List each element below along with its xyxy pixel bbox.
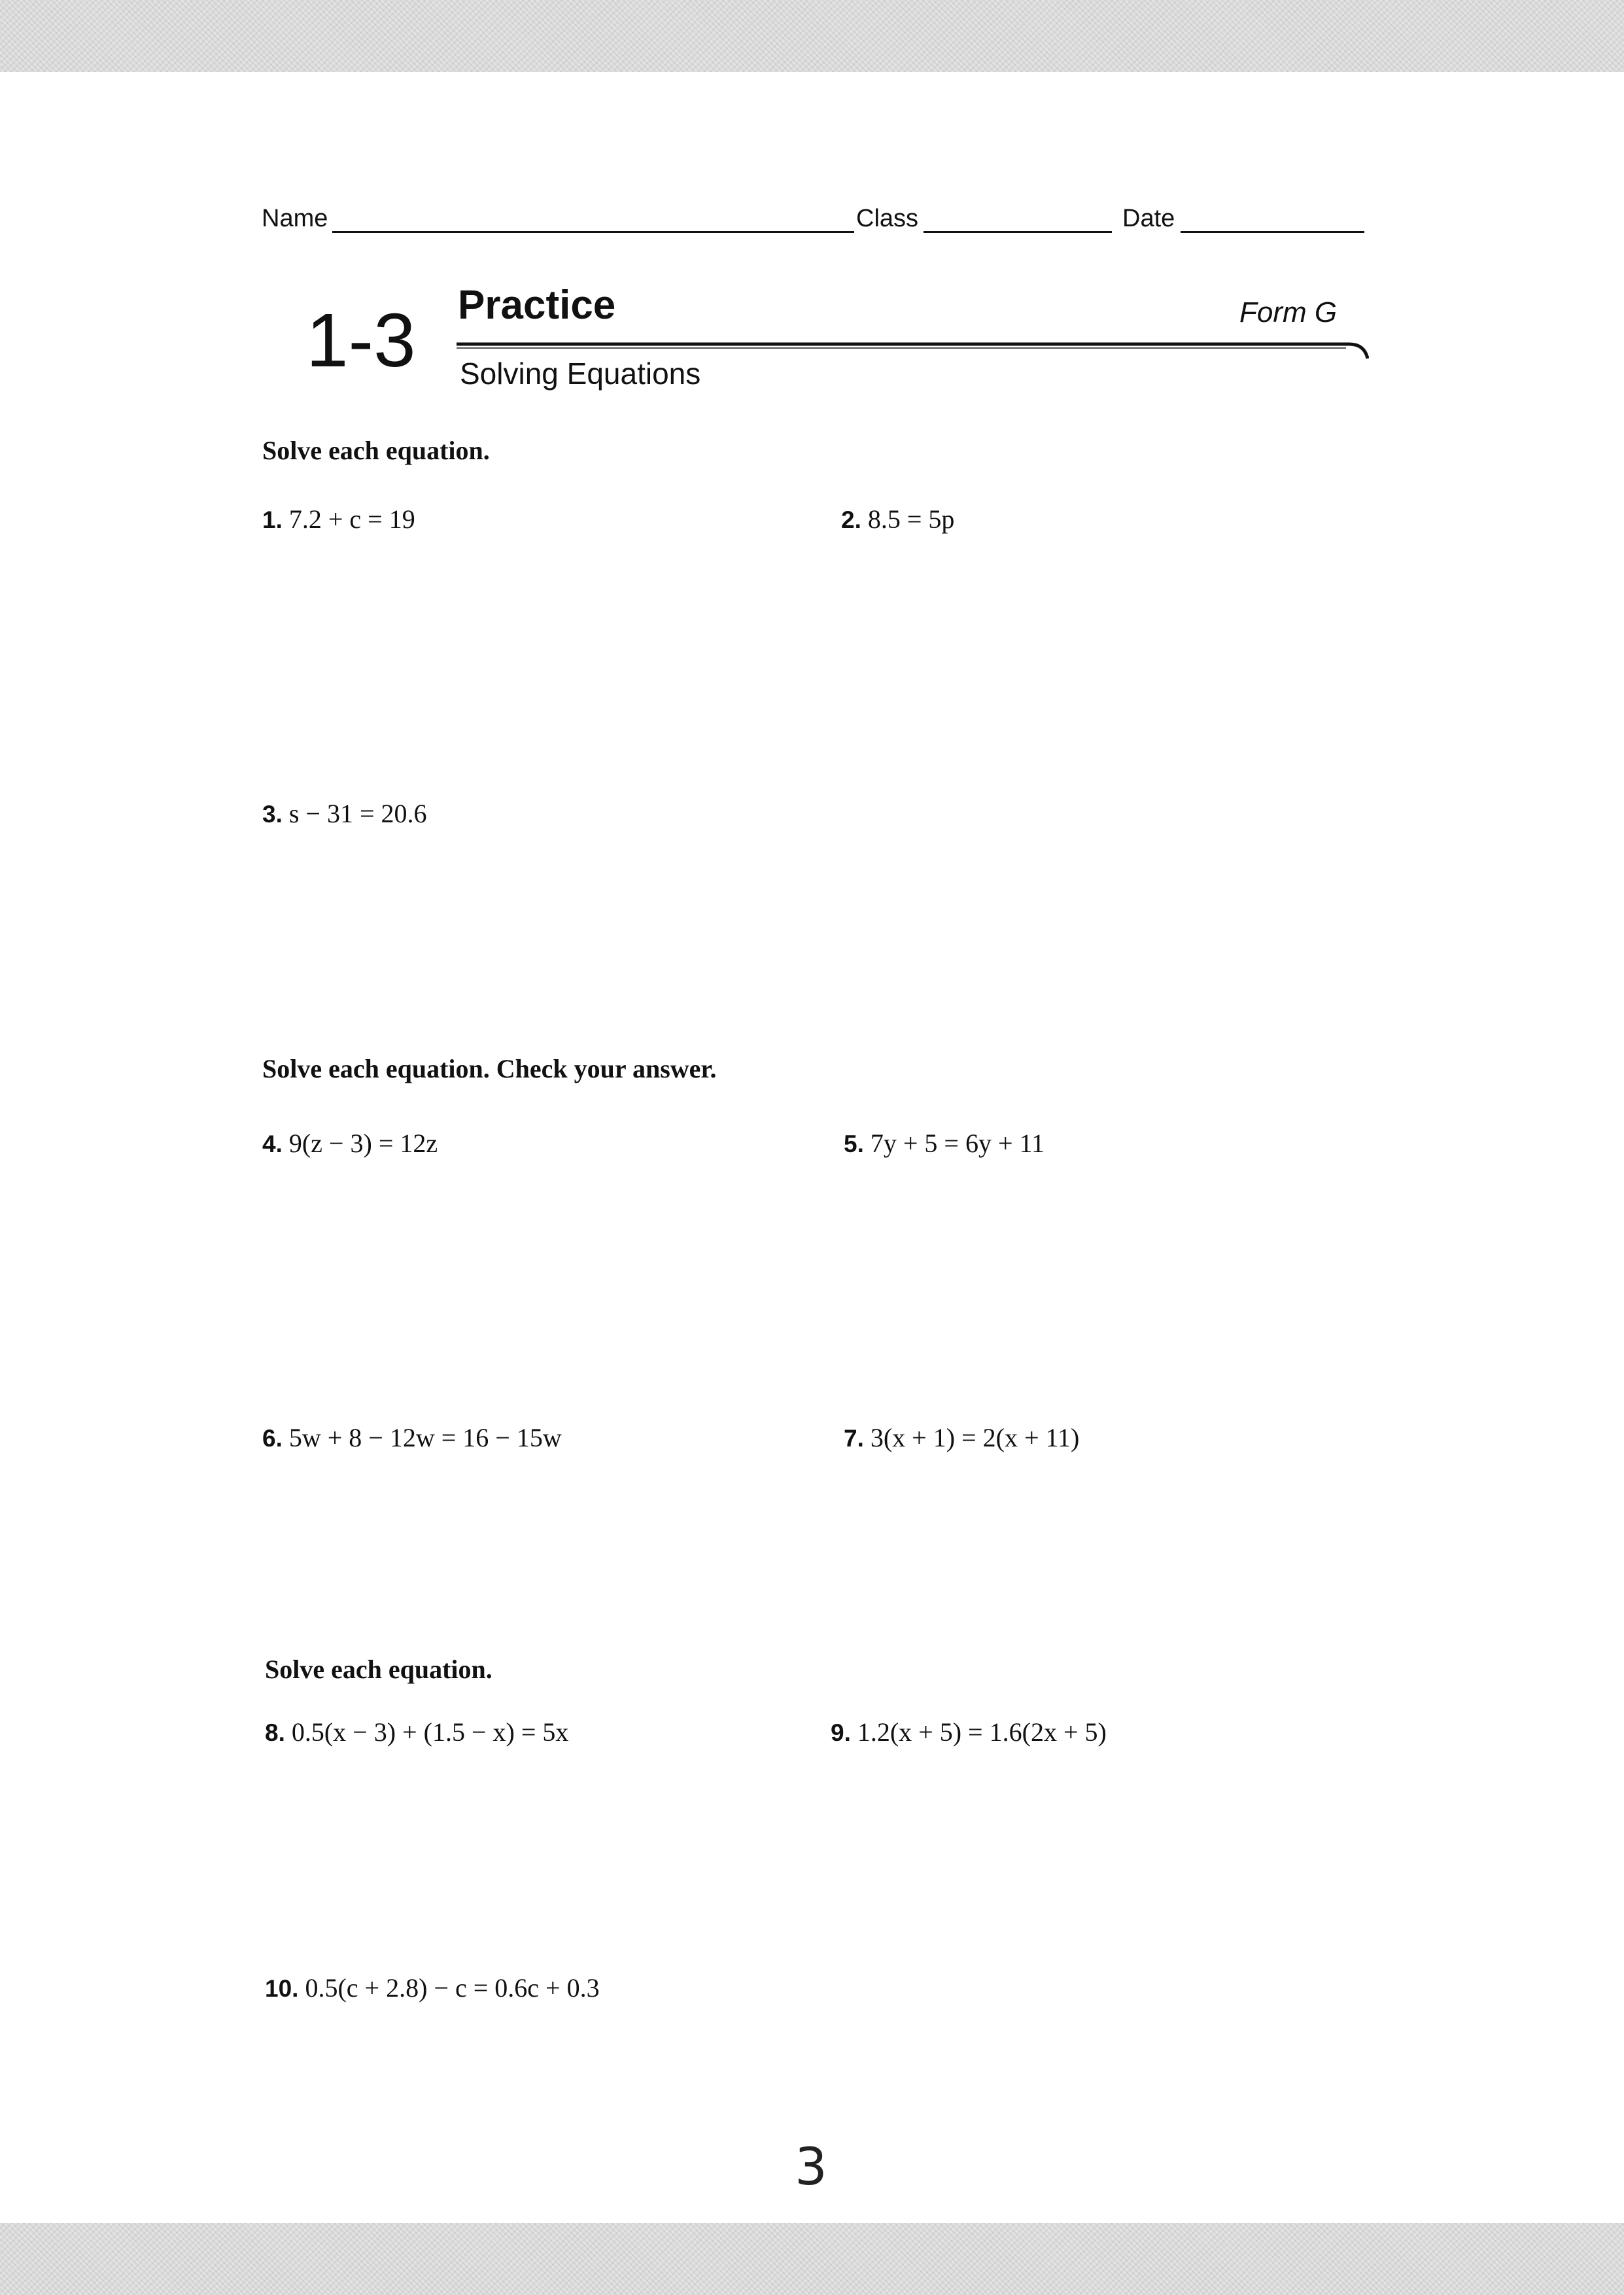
form-label: Form G [1239, 296, 1338, 328]
problem-3 [262, 798, 427, 830]
problem-equation: 0.5(c + 2.8) − c = 0.6c + 0.3 [305, 1973, 600, 2003]
scan-border-top [0, 0, 1624, 72]
problem-number: 10. [265, 1975, 299, 2002]
section-3-instruction: Solve each equation. [265, 1655, 492, 1684]
class-label: Class [856, 205, 919, 232]
problem-equation: 8.5 = 5p [867, 504, 955, 534]
problem-7 [844, 1422, 1079, 1454]
problem-number: 2. [841, 506, 861, 533]
problem-equation: 9(z − 3) = 12z [288, 1129, 438, 1158]
problem-equation: 0.5(x − 3) + (1.5 − x) = 5x [291, 1717, 569, 1747]
problem-equation: 7.2 + c = 19 [288, 504, 415, 534]
date-field[interactable] [1181, 231, 1364, 233]
problem-number: 3. [262, 801, 283, 828]
problem-1 [262, 504, 415, 536]
section-2-instruction: Solve each equation. Check your answer. [262, 1054, 717, 1083]
problem-number: 4. [262, 1130, 283, 1157]
problem-5 [844, 1128, 1045, 1160]
problem-equation: 3(x + 1) = 2(x + 11) [870, 1423, 1080, 1452]
problem-equation: 7y + 5 = 6y + 11 [870, 1129, 1045, 1158]
scan-border-bottom [0, 2223, 1624, 2295]
section-1-instruction: Solve each equation. [262, 436, 490, 465]
problem-number: 5. [844, 1130, 864, 1157]
problem-6 [262, 1422, 562, 1454]
name-field[interactable] [332, 231, 854, 233]
problem-9 [831, 1717, 1107, 1749]
problem-2 [841, 504, 954, 536]
problem-10 [265, 1972, 600, 2005]
name-label: Name [262, 205, 328, 232]
class-field[interactable] [924, 231, 1112, 233]
problem-number: 8. [265, 1719, 285, 1746]
lesson-title: Practice [458, 283, 616, 328]
problem-equation: 1.2(x + 5) = 1.6(2x + 5) [857, 1717, 1107, 1747]
problem-number: 9. [831, 1719, 851, 1746]
problem-8 [265, 1717, 568, 1749]
problem-equation: 5w + 8 − 12w = 16 − 15w [288, 1423, 562, 1452]
problem-number: 6. [262, 1425, 283, 1452]
lesson-subtitle: Solving Equations [460, 357, 701, 391]
problem-number: 7. [844, 1425, 864, 1452]
page-number: 3 [795, 2138, 827, 2197]
lesson-number: 1-3 [306, 298, 416, 383]
problem-4 [262, 1128, 438, 1160]
problem-number: 1. [262, 506, 283, 533]
problem-equation: s − 31 = 20.6 [288, 799, 427, 828]
date-label: Date [1122, 205, 1175, 232]
